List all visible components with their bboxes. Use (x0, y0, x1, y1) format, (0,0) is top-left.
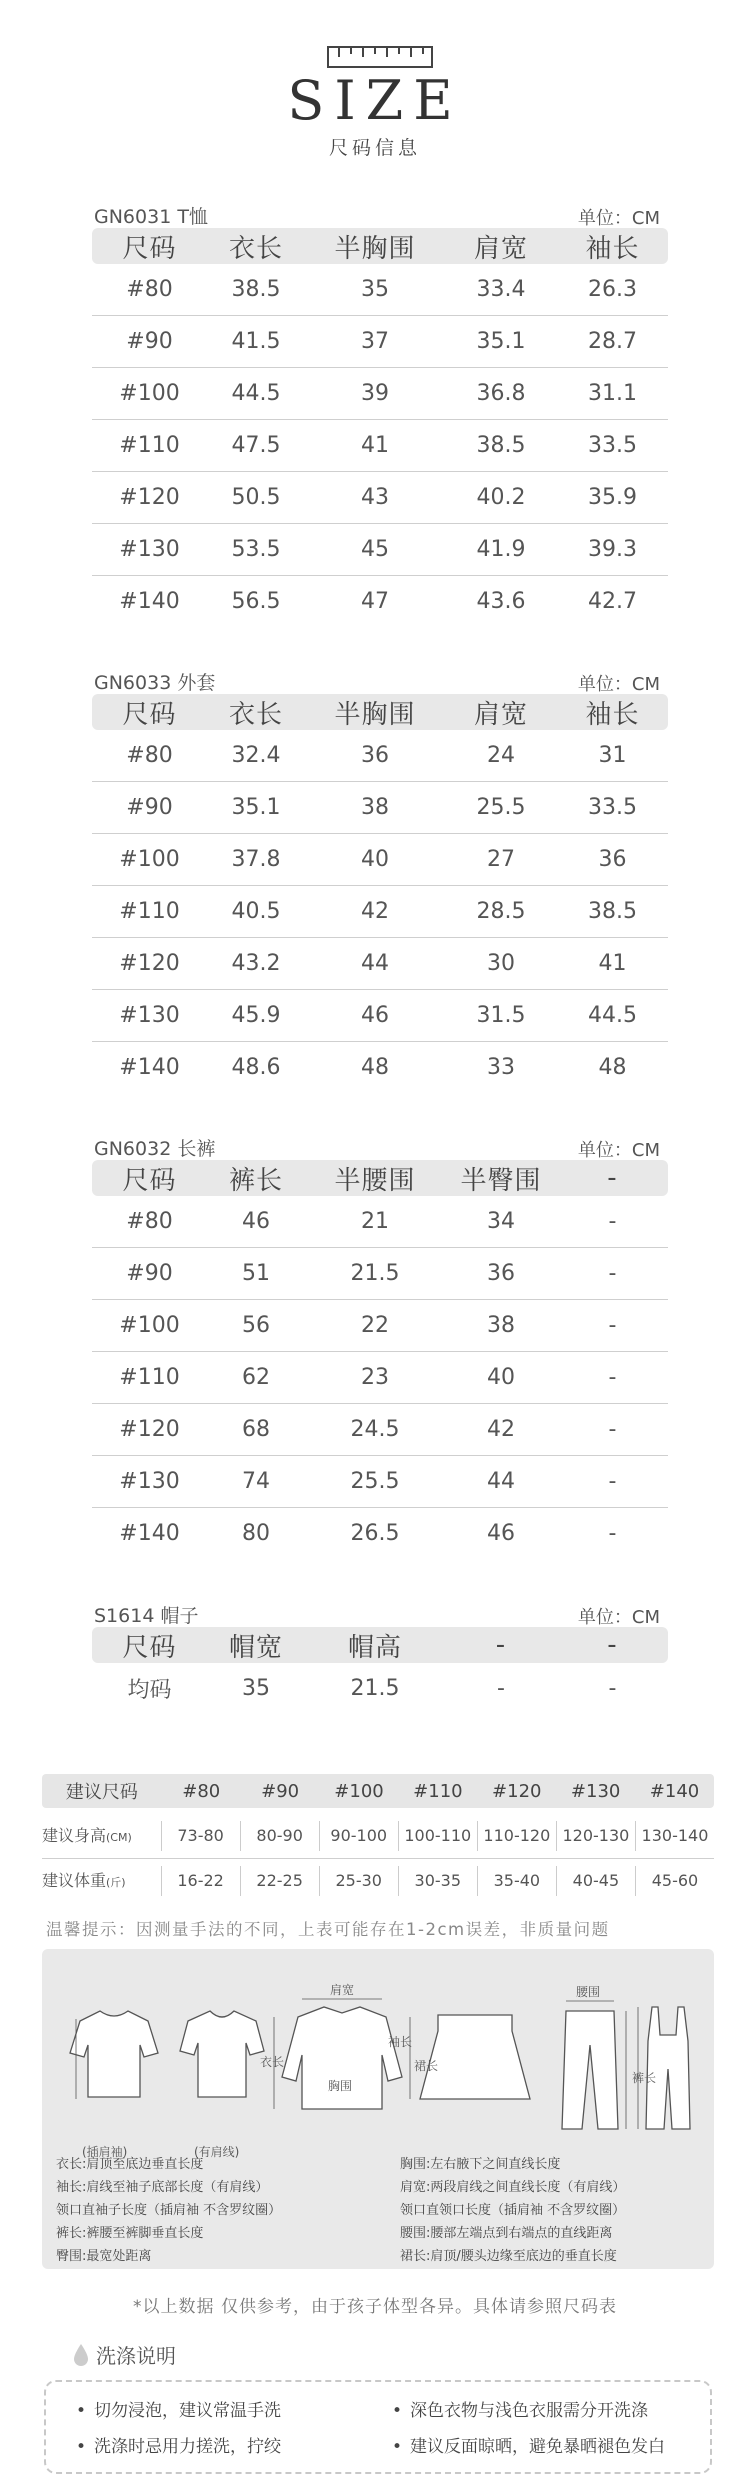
table-row (42, 1814, 714, 1859)
table-cell: 100-110 (398, 1821, 477, 1851)
header-cell: 衣长 (228, 233, 283, 264)
table-cell: 43.2 (231, 951, 281, 976)
table-cell: #120 (119, 1417, 180, 1442)
caption-jiankuan: 肩宽 (330, 1983, 355, 1997)
table-cell: 33.5 (588, 433, 637, 458)
header-cell: 半胸围 (334, 233, 416, 264)
table-cell: 44 (361, 951, 389, 976)
table-cell: 110-120 (477, 1821, 556, 1851)
table-cell: #130 (119, 537, 180, 562)
table-cell: #110 (119, 1365, 180, 1390)
size-table-jacket (92, 664, 668, 1093)
recommend-table (42, 1774, 714, 1903)
header-cell: #80 (182, 1780, 221, 1802)
table-cell: 46 (487, 1521, 515, 1546)
table-row (92, 730, 668, 782)
table-cell: 28.7 (588, 329, 637, 354)
table-cell: 31.1 (588, 381, 637, 406)
header-cell: 裤长 (228, 1165, 283, 1196)
table-cell: 25.5 (476, 795, 526, 820)
table-row (92, 782, 668, 834)
table-cell: 73-80 (161, 1821, 240, 1851)
table-cell: 47 (361, 589, 389, 614)
caption-xiuchang: 袖长 (388, 2035, 413, 2049)
header-cell: 半臀围 (460, 1165, 542, 1196)
table-cell: #110 (119, 433, 180, 458)
header-cell: #100 (334, 1780, 384, 1802)
table-cell: 48.6 (231, 1055, 281, 1080)
measurement-guide (42, 1949, 714, 2269)
table-cell: 53.5 (231, 537, 281, 562)
header-cell: #90 (261, 1780, 300, 1802)
header-cell: 尺码 (122, 1632, 177, 1663)
note-line: 裤长:裤腰至裤脚垂直长度 (56, 2226, 204, 2241)
table-cell: 26.3 (588, 277, 637, 302)
table-cell: #130 (119, 1003, 180, 1028)
table-cell: #120 (119, 951, 180, 976)
table-row (92, 1663, 668, 1714)
note-line: 肩宽:两段肩线之间直线长度（有肩线） (400, 2180, 626, 2195)
header-cell: 尺码 (122, 699, 177, 730)
ruler-icon (327, 46, 433, 68)
unit-label: 单位：CM (577, 1607, 660, 1628)
table-cell: 38.5 (231, 277, 281, 302)
table-cell: #140 (119, 1055, 180, 1080)
table-cell: 35 (242, 1676, 270, 1701)
table-cell: 40.5 (231, 899, 281, 924)
table-row (92, 886, 668, 938)
recommend-header (42, 1774, 714, 1808)
table-cell: 25-30 (319, 1866, 398, 1896)
header-cell: 尺码 (122, 233, 177, 264)
table-cell: 21.5 (350, 1676, 400, 1701)
table-cell: 42.7 (588, 589, 637, 614)
table-cell: 27 (487, 847, 515, 872)
table-cell: - (497, 1676, 505, 1701)
table-cell: 24 (487, 743, 515, 768)
page-subtitle: 尺码信息 (328, 137, 421, 159)
note-line: 胸围:左右腋下之间直线长度 (400, 2157, 561, 2172)
table-cell: 46 (242, 1209, 270, 1234)
row-label (42, 1821, 161, 1851)
table-cell: #100 (119, 847, 180, 872)
table-cell: 90-100 (319, 1821, 398, 1851)
caption-shoulder-seam: (有肩线) (194, 2145, 240, 2159)
label-text: 建议体重 (42, 1871, 107, 1890)
table-cell: #90 (126, 1261, 173, 1286)
washing-item: • 深色衣物与浅色衣服需分开洗涤 (392, 2396, 648, 2421)
table-cell: 36.8 (476, 381, 526, 406)
table-cell: 74 (242, 1469, 270, 1494)
table-cell: 32.4 (231, 743, 281, 768)
note-line: 领口直袖子长度（插肩袖 不含罗纹圈） (56, 2203, 282, 2218)
table-cell: #80 (126, 277, 173, 302)
size-table-hat (92, 1597, 668, 1714)
table-cell: 33 (487, 1055, 515, 1080)
table-cell: #80 (126, 1209, 173, 1234)
table-cell: 41 (361, 433, 389, 458)
table-cell: 62 (242, 1365, 270, 1390)
table-cell: 40 (487, 1365, 515, 1390)
table-cell: 33.4 (476, 277, 526, 302)
note-line: 臀围:最宽处距离 (56, 2249, 152, 2264)
table-cell: - (608, 1365, 617, 1390)
table-row (92, 420, 668, 472)
header-cell: #110 (413, 1780, 463, 1802)
tip-text: 温馨提示：因测量手法的不同，上表可能存在1-2cm误差，非质量问题 (46, 1920, 610, 1939)
table-cell: 38.5 (476, 433, 526, 458)
header-cell: #120 (492, 1780, 542, 1802)
measure-notes-right (400, 2153, 625, 2268)
table-title: GN6032 长裤 (94, 1138, 216, 1160)
table-row (92, 1508, 668, 1559)
table-row (92, 1248, 668, 1300)
table-cell: 44.5 (588, 1003, 637, 1028)
caption-yichang: 衣长 (260, 2055, 285, 2069)
note-line: 领口直领口长度（插肩袖 不含罗纹圈） (400, 2203, 626, 2218)
table-cell: 38 (487, 1313, 515, 1338)
table-cell: 41.5 (231, 329, 281, 354)
table-cell: - (608, 1261, 617, 1286)
table-row (92, 1042, 668, 1093)
table-cell: 44.5 (231, 381, 281, 406)
table-cell: 45-60 (635, 1866, 714, 1896)
table-header (92, 1627, 668, 1663)
table-cell: 41 (598, 951, 627, 976)
unit-label: 单位：CM (577, 1140, 660, 1161)
table-row (92, 264, 668, 316)
label-text: 建议身高 (42, 1826, 107, 1845)
table-title: GN6031 T恤 (94, 206, 208, 228)
table-cell: #80 (126, 743, 173, 768)
table-cell: - (608, 1676, 617, 1701)
table-row (92, 316, 668, 368)
water-drop-icon (72, 2343, 90, 2367)
row-label (42, 1866, 161, 1896)
table-cell: - (608, 1469, 617, 1494)
page-title: SIZE (287, 69, 463, 132)
table-cell: 30-35 (398, 1866, 477, 1896)
table-cell: 80-90 (240, 1821, 319, 1851)
table-cell: - (608, 1521, 617, 1546)
table-cell: #100 (119, 381, 180, 406)
header-cell: 肩宽 (473, 699, 528, 730)
table-cell: 38.5 (588, 899, 637, 924)
table-row (92, 368, 668, 420)
table-cell: 80 (242, 1521, 270, 1546)
table-row (92, 834, 668, 886)
table-cell: #130 (119, 1469, 180, 1494)
header-cell: 衣长 (228, 699, 283, 730)
table-cell: 34 (487, 1209, 515, 1234)
header-cell: 帽高 (347, 1632, 402, 1663)
garment-illustrations (42, 1949, 714, 2149)
table-row (92, 938, 668, 990)
table-cell: 45.9 (231, 1003, 281, 1028)
caption-raglan: (插肩袖) (82, 2145, 128, 2159)
table-cell: 35.9 (588, 485, 637, 510)
table-row (92, 1196, 668, 1248)
size-header (0, 0, 750, 175)
table-cell: 40-45 (556, 1866, 635, 1896)
header-cell: 半胸围 (334, 699, 416, 730)
table-cell: #100 (119, 1313, 180, 1338)
table-cell: 39 (361, 381, 389, 406)
table-cell: 56 (242, 1313, 270, 1338)
table-cell: 130-140 (635, 1821, 714, 1851)
header-cell: 袖长 (585, 233, 640, 264)
table-cell: 41.9 (476, 537, 526, 562)
washing-box (44, 2380, 712, 2474)
unit-text: (CM) (106, 1831, 132, 1844)
unit-label: 单位：CM (577, 674, 660, 695)
header-cell: - (495, 1630, 507, 1660)
header-cell: - (607, 1630, 618, 1660)
unit-text: (斤) (106, 1876, 126, 1889)
table-cell: 23 (361, 1365, 389, 1390)
table-row (92, 472, 668, 524)
table-cell: 47.5 (231, 433, 281, 458)
caption-qunchang: 裙长 (414, 2059, 439, 2073)
table-cell: 36 (598, 847, 627, 872)
table-cell: 40 (361, 847, 389, 872)
header-cell: 袖长 (585, 699, 640, 730)
table-cell: 42 (361, 899, 389, 924)
table-cell: 43.6 (476, 589, 526, 614)
header-cell: 建议尺码 (65, 1782, 138, 1803)
table-cell: - (608, 1209, 617, 1234)
footnote: *以上数据 仅供参考，由于孩子体型各异。具体请参照尺码表 (133, 2297, 617, 2317)
table-row (92, 1300, 668, 1352)
size-table-tshirt (92, 198, 668, 627)
table-cell: - (608, 1417, 617, 1442)
table-title: S1614 帽子 (94, 1605, 199, 1627)
table-cell: 37 (361, 329, 389, 354)
table-title: GN6033 外套 (94, 672, 216, 694)
header-cell: 尺码 (122, 1165, 177, 1196)
table-header (92, 228, 668, 264)
washing-title-text: 洗涤说明 (96, 2344, 176, 2368)
table-cell: #140 (119, 589, 180, 614)
table-cell: 45 (361, 537, 389, 562)
table-cell: #90 (126, 329, 173, 354)
table-cell: 56.5 (231, 589, 281, 614)
note-line: 裙长:肩顶/腰头边缘至底边的垂直长度 (400, 2249, 617, 2264)
washing-title (72, 2340, 176, 2369)
table-cell: 37.8 (231, 847, 281, 872)
table-cell: #90 (126, 795, 173, 820)
note-line: 袖长:肩线至袖子底部长度（有肩线） (56, 2180, 269, 2195)
table-cell: 36 (361, 743, 389, 768)
table-row (92, 1456, 668, 1508)
table-cell: 24.5 (350, 1417, 400, 1442)
table-row (92, 524, 668, 576)
table-cell: 33.5 (588, 795, 637, 820)
table-cell: 25.5 (350, 1469, 400, 1494)
washing-item: • 建议反面晾晒，避免暴晒褪色发白 (392, 2432, 665, 2457)
table-cell: 36 (487, 1261, 515, 1286)
note-line: 衣长:肩顶至底边垂直长度 (56, 2157, 204, 2172)
table-row (42, 1859, 714, 1903)
table-cell: 21 (361, 1209, 389, 1234)
table-cell: 68 (242, 1417, 270, 1442)
table-cell: 21.5 (350, 1261, 400, 1286)
table-header (92, 1160, 668, 1196)
table-cell: 22-25 (240, 1866, 319, 1896)
caption-yaowei: 腰围 (576, 1985, 601, 1999)
table-row (92, 990, 668, 1042)
header-cell: 帽宽 (228, 1632, 283, 1663)
header-cell: 半腰围 (334, 1165, 416, 1196)
table-cell: #140 (119, 1521, 180, 1546)
size-table-pants (92, 1130, 668, 1559)
table-row (92, 1404, 668, 1456)
header-cell: 肩宽 (473, 233, 528, 264)
table-cell: 39.3 (588, 537, 637, 562)
washing-item: • 切勿浸泡，建议常温手洗 (76, 2396, 281, 2421)
table-cell: 48 (598, 1055, 627, 1080)
table-cell: 42 (487, 1417, 515, 1442)
table-row (92, 1352, 668, 1404)
table-cell: 31 (598, 743, 627, 768)
table-cell: #110 (119, 899, 180, 924)
table-cell: 35-40 (477, 1866, 556, 1896)
table-cell: 26.5 (350, 1521, 400, 1546)
table-cell: 51 (242, 1261, 270, 1286)
caption-kuchang: 裤长 (632, 2071, 657, 2085)
table-cell: 30 (487, 951, 515, 976)
table-cell: 120-130 (556, 1821, 635, 1851)
table-cell: 38 (361, 795, 389, 820)
table-cell: 22 (361, 1313, 389, 1338)
table-cell: 44 (487, 1469, 515, 1494)
unit-label: 单位：CM (577, 208, 660, 229)
washing-item: • 洗涤时忌用力搓洗，拧绞 (76, 2432, 281, 2457)
caption-xiongwei: 胸围 (328, 2079, 353, 2093)
measure-notes-left (56, 2153, 281, 2268)
table-cell: #120 (119, 485, 180, 510)
table-cell: 43 (361, 485, 389, 510)
note-line: 腰围:腰部左端点到右端点的直线距离 (400, 2226, 613, 2241)
table-cell: - (608, 1313, 617, 1338)
table-cell: 28.5 (476, 899, 526, 924)
table-cell: 35.1 (231, 795, 281, 820)
table-cell: 35.1 (476, 329, 526, 354)
table-cell: 50.5 (231, 485, 281, 510)
header-cell: #140 (649, 1780, 700, 1802)
table-cell: 均码 (127, 1678, 172, 1703)
table-header (92, 694, 668, 730)
table-cell: 31.5 (476, 1003, 526, 1028)
table-cell: 48 (361, 1055, 389, 1080)
table-row (92, 576, 668, 627)
table-cell: 46 (361, 1003, 389, 1028)
table-cell: 16-22 (161, 1866, 240, 1896)
table-cell: 35 (361, 277, 389, 302)
header-cell: #130 (570, 1780, 621, 1802)
table-cell: 40.2 (476, 485, 526, 510)
header-cell: - (607, 1163, 618, 1193)
